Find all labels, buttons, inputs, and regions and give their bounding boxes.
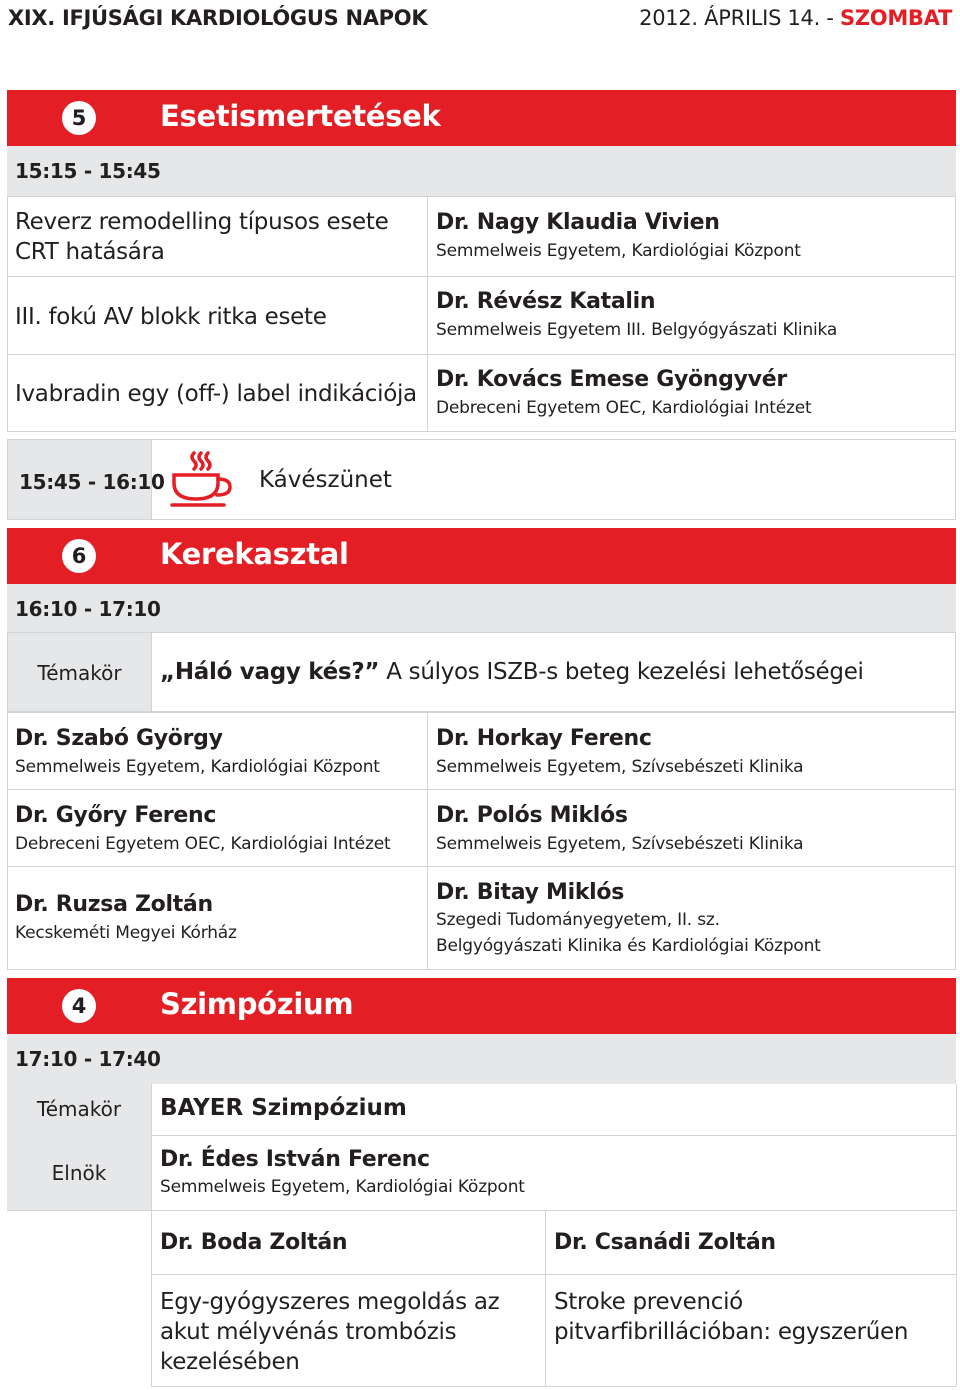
section-6-time: 16:10 - 17:10 — [15, 597, 161, 621]
speaker-name: Dr. Nagy Klaudia Vivien — [436, 210, 720, 235]
speaker-name: Dr. Révész Katalin — [436, 289, 656, 314]
section-4-band — [7, 978, 956, 1034]
event-date — [639, 6, 952, 30]
speaker-name: Dr. Boda Zoltán — [160, 1230, 348, 1255]
panelist-affiliation: Kecskeméti Megyei Kórház — [15, 923, 237, 943]
chair-label: Elnök — [51, 1161, 107, 1185]
topic-rest: A súlyos ISZB-s beteg kezelési lehetőségei — [379, 659, 864, 685]
event-title: XIX. IFJÚSÁGI KARDIOLÓGUS NAPOK — [8, 6, 428, 30]
panelist-name: Dr. Polós Miklós — [436, 803, 628, 828]
divider — [151, 632, 152, 712]
section-6-number: 6 — [62, 539, 96, 573]
divider — [7, 354, 956, 355]
talk-title: III. fokú AV blokk ritka esete — [15, 304, 327, 330]
divider — [427, 712, 428, 970]
panelist-name: Dr. Bitay Miklós — [436, 880, 625, 905]
event-date-text: 2012. ÁPRILIS 14. - — [639, 6, 834, 30]
divider — [7, 866, 956, 867]
divider — [151, 1135, 956, 1136]
divider — [7, 276, 956, 277]
section-4-number: 4 — [62, 989, 96, 1023]
panelist-name: Dr. Győry Ferenc — [15, 803, 217, 828]
section-6-band — [7, 528, 956, 584]
section-6-title: Kerekasztal — [160, 537, 349, 571]
panelist-name: Dr. Szabó György — [15, 726, 223, 751]
event-day: SZOMBAT — [840, 6, 952, 30]
divider — [7, 789, 956, 790]
panelist-affiliation: Semmelweis Egyetem, Szívsebészeti Klinika — [436, 757, 804, 777]
speaker-name: Dr. Kovács Emese Gyöngyvér — [436, 367, 787, 392]
section-4-time: 17:10 - 17:40 — [15, 1047, 161, 1071]
section-5-title: Esetismertetések — [160, 99, 441, 133]
section-5-band — [7, 90, 956, 146]
divider — [7, 1210, 956, 1211]
divider — [545, 1210, 546, 1386]
chair-name: Dr. Édes István Ferenc — [160, 1147, 430, 1172]
symposium-topic: BAYER Szimpózium — [160, 1095, 407, 1121]
coffee-break-time: 15:45 - 16:10 — [19, 470, 165, 494]
section-5-number: 5 — [62, 101, 96, 135]
divider — [956, 1084, 957, 1386]
speaker-affiliation: Semmelweis Egyetem III. Belgyógyászati Klinika — [436, 320, 838, 340]
talk-title: Reverz remodelling típusos esete CRT hatására — [15, 209, 389, 265]
coffee-cup-icon — [168, 449, 236, 511]
topic-label: Témakör — [37, 661, 122, 685]
panelist-affiliation: Semmelweis Egyetem, Kardiológiai Központ — [15, 757, 380, 777]
talk-title: Egy-gyógyszeres megoldás az akut mélyvénás trombózis kezelésében — [160, 1289, 500, 1375]
topic-bold: „Háló vagy kés?” — [160, 659, 380, 685]
divider — [151, 1386, 956, 1387]
divider — [151, 1084, 152, 1386]
talk-title: Ivabradin egy (off-) label indikációja — [15, 381, 417, 407]
panelist-name: Dr. Horkay Ferenc — [436, 726, 652, 751]
roundtable-topic — [160, 659, 864, 685]
section-4-title: Szimpózium — [160, 987, 354, 1021]
speaker-name: Dr. Csanádi Zoltán — [554, 1230, 776, 1255]
chair-affiliation: Semmelweis Egyetem, Kardiológiai Központ — [160, 1177, 525, 1197]
panelist-affiliation: Belgyógyászati Klinika és Kardiológiai Központ — [436, 936, 821, 956]
panelist-affiliation: Semmelweis Egyetem, Szívsebészeti Klinika — [436, 834, 804, 854]
divider — [151, 1274, 956, 1275]
panelist-affiliation: Debreceni Egyetem OEC, Kardiológiai Intézet — [15, 834, 391, 854]
coffee-break-label: Kávészünet — [259, 467, 392, 493]
speaker-affiliation: Semmelweis Egyetem, Kardiológiai Központ — [436, 241, 801, 261]
symposium-topic-label: Témakör — [36, 1097, 122, 1121]
talk-title: Stroke prevenció pitvarfibrillációban: egyszerűen — [554, 1289, 909, 1345]
divider — [427, 196, 428, 432]
panelist-name: Dr. Ruzsa Zoltán — [15, 892, 213, 917]
section-5-time: 15:15 - 15:45 — [15, 159, 161, 183]
speaker-affiliation: Debreceni Egyetem OEC, Kardiológiai Intézet — [436, 398, 812, 418]
panelist-affiliation: Szegedi Tudományegyetem, II. sz. — [436, 910, 720, 930]
